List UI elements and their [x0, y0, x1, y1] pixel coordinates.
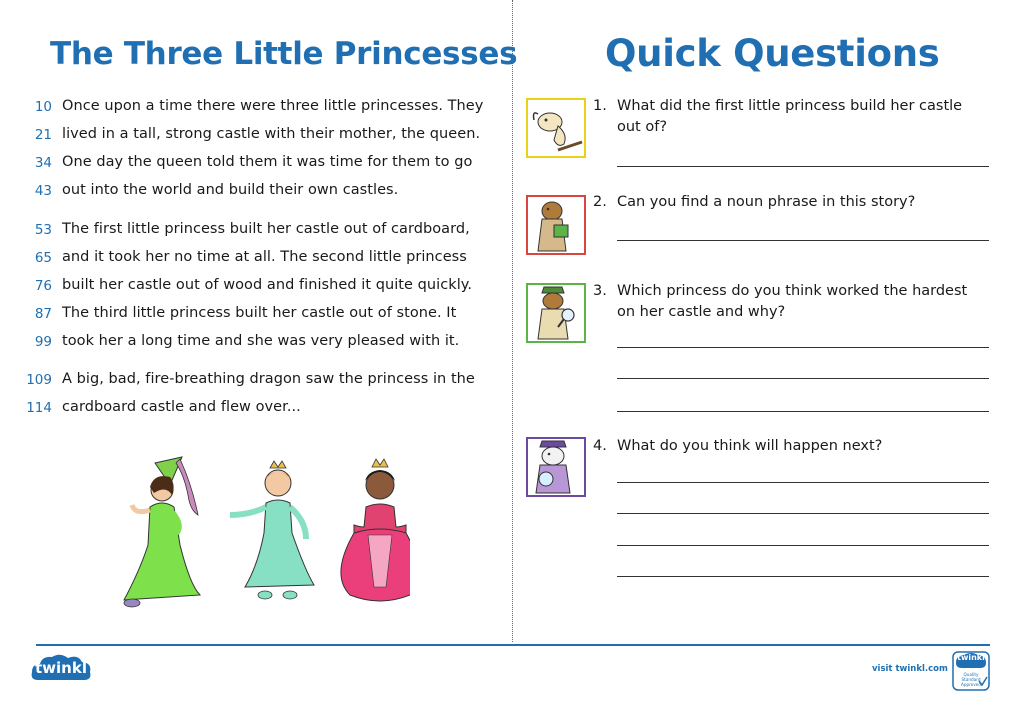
- line-text: built her castle out of wood and finished it quite quickly.: [62, 277, 473, 293]
- line-text: cardboard castle and flew over...: [62, 399, 301, 415]
- line-word-count: 43: [34, 183, 52, 199]
- question-1-thumbnail: [526, 98, 586, 158]
- line-text: Once upon a time there were three little princesses. They: [62, 98, 484, 114]
- question-4-thumbnail: [526, 437, 586, 497]
- answer-line-3a[interactable]: [617, 347, 989, 348]
- line-word-count: 109: [26, 372, 52, 388]
- line-text: took her a long time and she was very pleased with it.: [62, 333, 460, 349]
- question-2-number: 2.: [593, 194, 607, 210]
- line-text: One day the queen told them it was time for them to go: [62, 154, 473, 170]
- pink-princess-figure: [341, 459, 410, 601]
- answer-line-1a[interactable]: [617, 166, 989, 167]
- answer-line-4d[interactable]: [617, 576, 989, 577]
- footer-rule: [36, 644, 990, 646]
- line-text: A big, bad, fire-breathing dragon saw the princess in the: [62, 371, 475, 387]
- dog-reading-book-icon: [528, 197, 584, 253]
- line-word-count: 99: [34, 334, 52, 350]
- question-4-text: What do you think will happen next?: [617, 438, 883, 454]
- badge-caption: Quality Standard Approved: [960, 672, 982, 687]
- quality-badge: [952, 651, 990, 691]
- answer-line-2a[interactable]: [617, 240, 989, 241]
- dog-magnifying-glass-icon: [528, 285, 584, 341]
- green-princess-figure: [124, 457, 200, 607]
- line-word-count: 53: [34, 222, 52, 238]
- line-text: lived in a tall, strong castle with their mother, the queen.: [62, 126, 481, 142]
- question-3-number: 3.: [593, 283, 607, 299]
- answer-line-3c[interactable]: [617, 411, 989, 412]
- question-4-number: 4.: [593, 438, 607, 454]
- line-text: out into the world and build their own castles.: [62, 182, 399, 198]
- twinkl-logo[interactable]: [30, 652, 92, 686]
- question-3-thumbnail: [526, 283, 586, 343]
- badge-title: twinkl: [957, 653, 985, 662]
- answer-line-3b[interactable]: [617, 378, 989, 379]
- visit-link[interactable]: visit twinkl.com: [872, 664, 948, 674]
- dog-fetching-stick-icon: [528, 100, 584, 156]
- question-3-text: Which princess do you think worked the hardest on her castle and why?: [617, 283, 968, 320]
- story-title: The Three Little Princesses: [50, 36, 518, 72]
- answer-line-4a[interactable]: [617, 482, 989, 483]
- question-1-text: What did the first little princess build her castle out of?: [617, 98, 963, 135]
- answer-line-4c[interactable]: [617, 545, 989, 546]
- line-word-count: 10: [34, 99, 52, 115]
- page-divider: [512, 0, 513, 642]
- bear-crystal-ball-icon: [528, 439, 584, 495]
- line-word-count: 114: [26, 400, 52, 416]
- three-princesses-illustration: [110, 455, 410, 610]
- line-word-count: 87: [34, 306, 52, 322]
- question-2-thumbnail: [526, 195, 586, 255]
- line-text: and it took her no time at all. The second little princess: [62, 249, 467, 265]
- answer-line-4b[interactable]: [617, 513, 989, 514]
- question-2-text: Can you find a noun phrase in this story?: [617, 194, 916, 210]
- line-word-count: 21: [34, 127, 52, 143]
- line-word-count: 65: [34, 250, 52, 266]
- question-1-number: 1.: [593, 98, 607, 114]
- line-word-count: 76: [34, 278, 52, 294]
- line-text: The first little princess built her castle out of cardboard,: [62, 221, 470, 237]
- quiz-title: Quick Questions: [605, 32, 940, 75]
- line-word-count: 34: [34, 155, 52, 171]
- line-text: The third little princess built her castle out of stone. It: [62, 305, 457, 321]
- twinkl-logo-text: twinkl: [35, 659, 87, 677]
- blue-princess-figure: [230, 461, 314, 599]
